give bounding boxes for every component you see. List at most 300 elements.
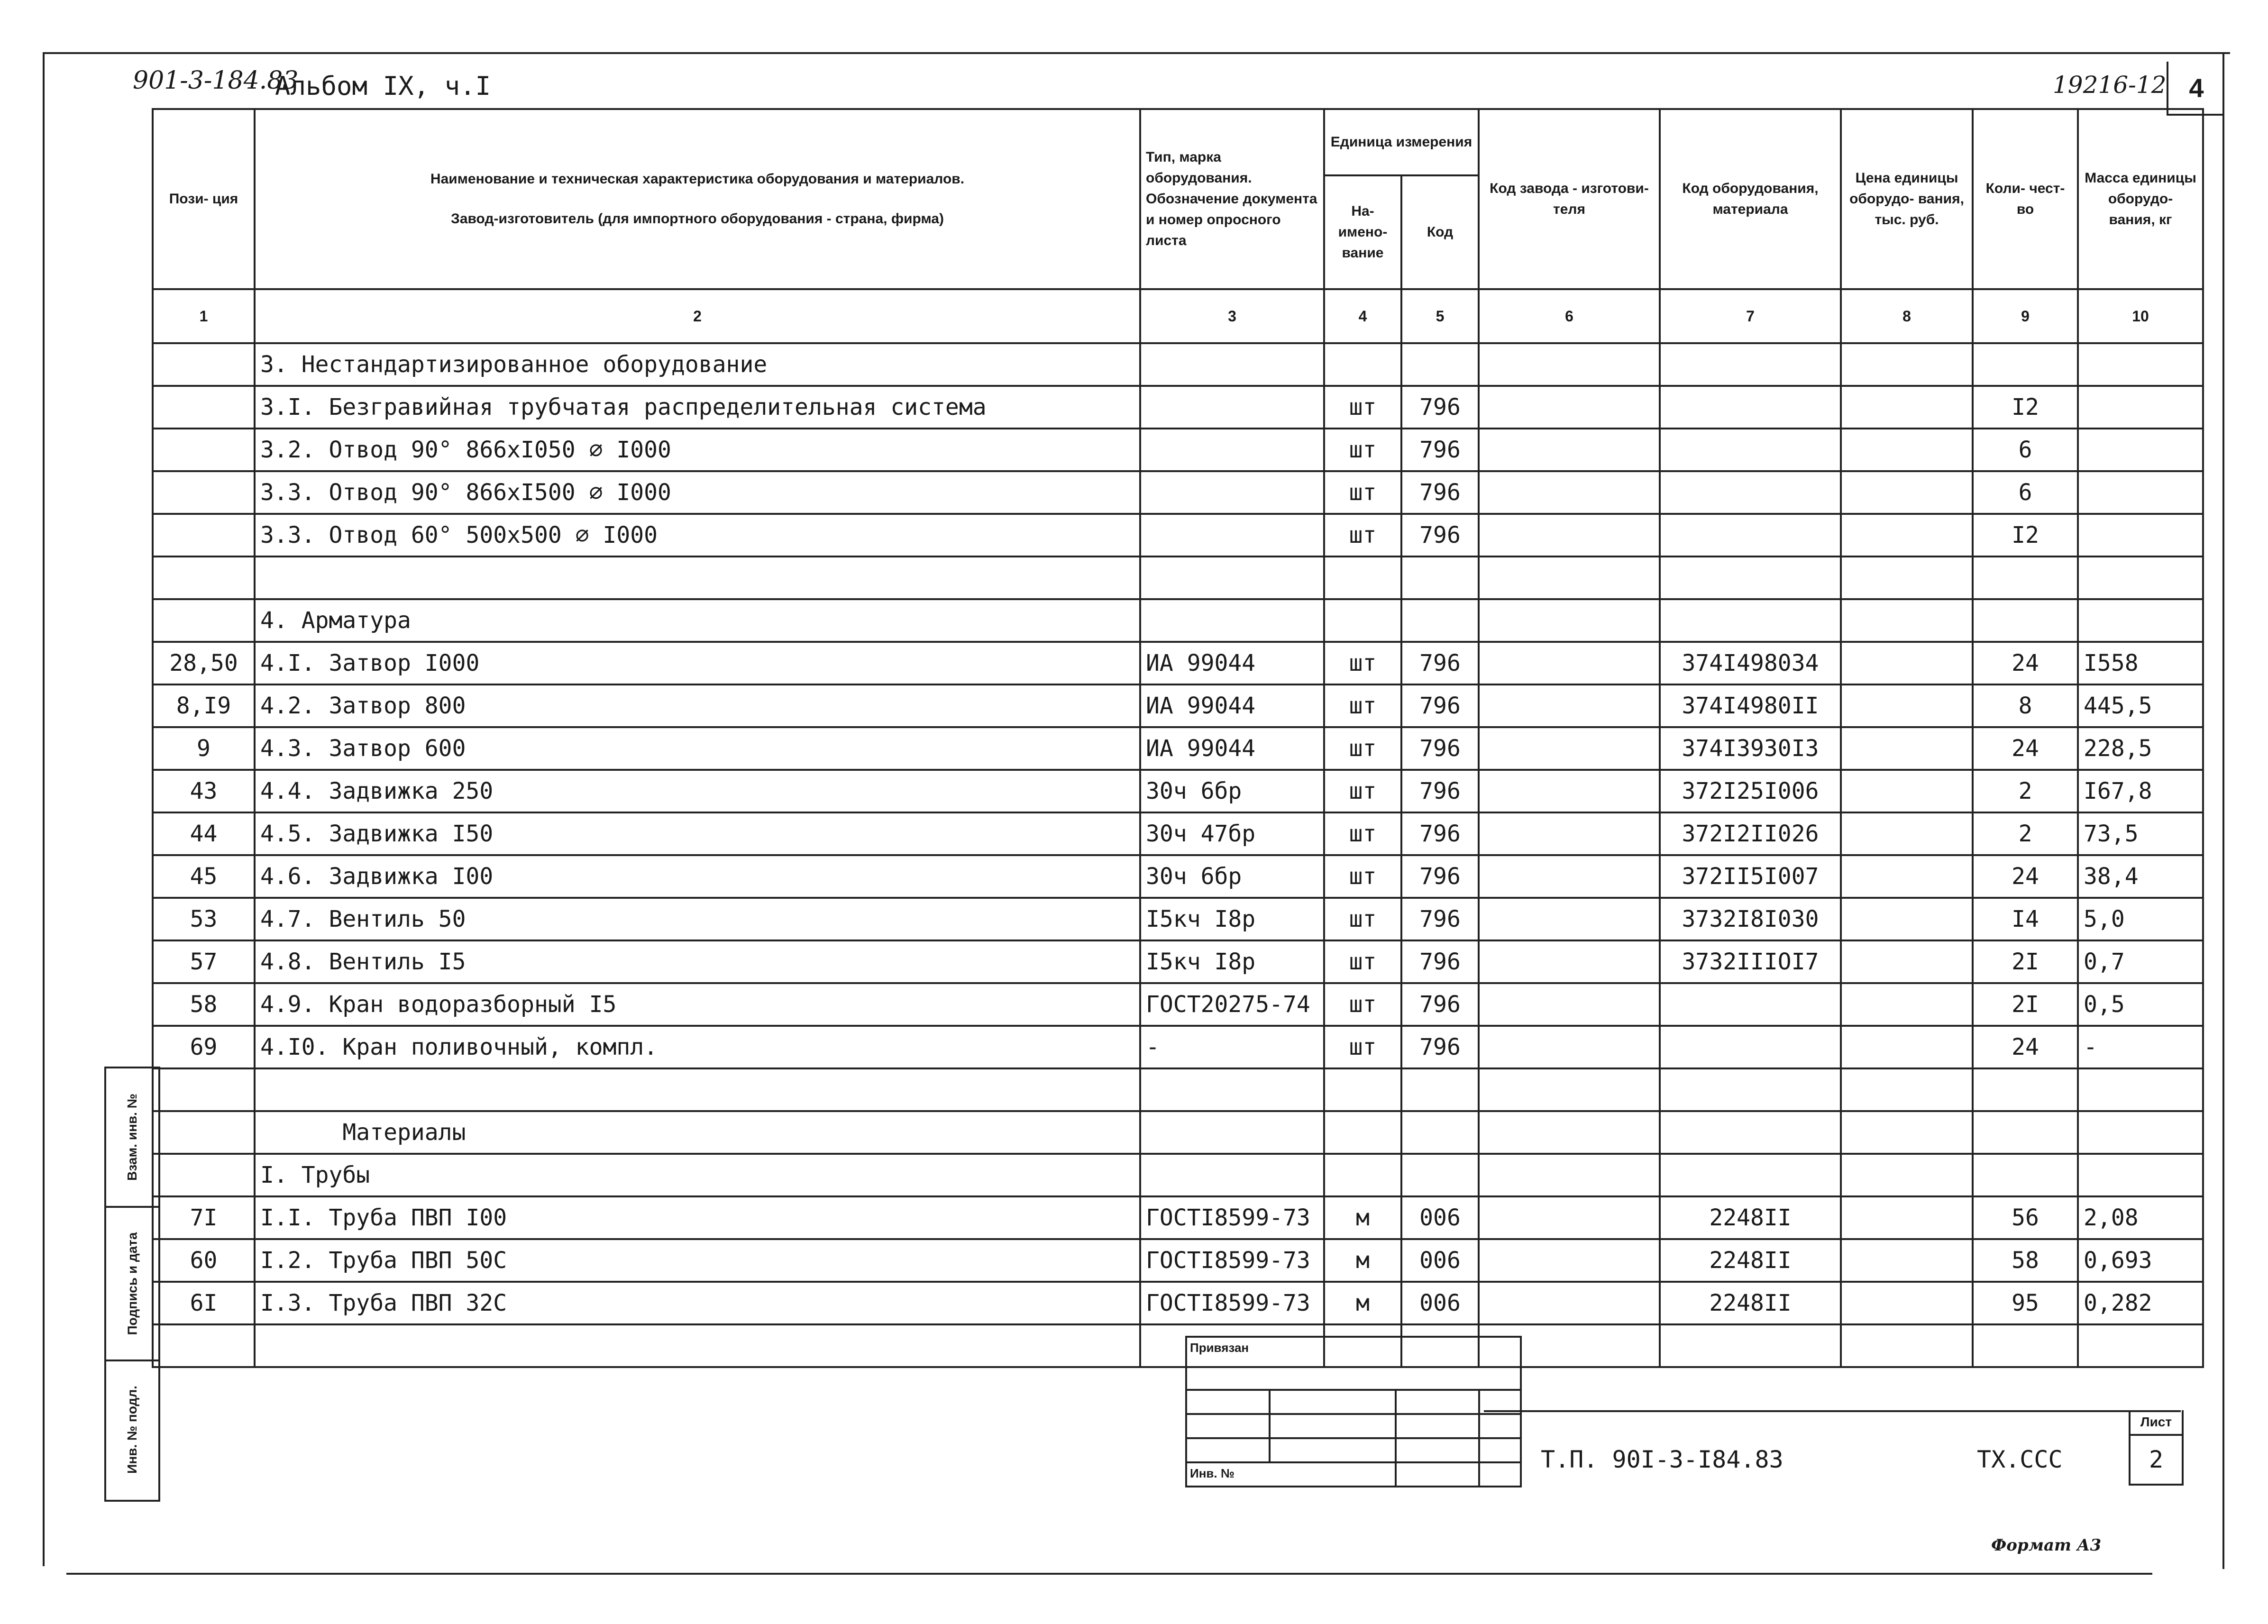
- cell-unit: шт: [1324, 812, 1401, 855]
- cell-unit: м: [1324, 1239, 1401, 1282]
- cell-maker-code: [1479, 599, 1660, 642]
- document-code: ТХ.ССС: [1977, 1446, 2063, 1473]
- cell-unit: шт: [1324, 429, 1401, 471]
- col-number: 8: [1841, 289, 1973, 343]
- cell-maker-code: [1479, 855, 1660, 898]
- cell-type: ИА 99044: [1140, 642, 1324, 684]
- cell-equip-code: [1660, 1068, 1841, 1111]
- cell-name: Материалы: [255, 1111, 1140, 1154]
- table-row: [153, 429, 2203, 471]
- cell-unit-code: 796: [1401, 898, 1479, 940]
- cell-unit: м: [1324, 1196, 1401, 1239]
- cell-name: 4.6. Задвижка I00: [255, 855, 1140, 898]
- cell-mass: [2078, 1154, 2203, 1196]
- cell-maker-code: [1479, 1239, 1660, 1282]
- page-number: 4: [2189, 73, 2204, 103]
- table-row: [153, 770, 2203, 812]
- cell-name: 3.3. Отвод 90° 866хI500 ∅ I000: [255, 471, 1140, 514]
- cell-type: [1140, 514, 1324, 557]
- header-position: Пози- ция: [153, 109, 255, 289]
- cell-qty: 95: [1973, 1282, 2078, 1324]
- cell-position: 57: [153, 940, 255, 983]
- cell-qty: [1973, 1154, 2078, 1196]
- cell-name: [255, 1068, 1140, 1111]
- cell-type: 30ч 6бр: [1140, 855, 1324, 898]
- table-row: [153, 940, 2203, 983]
- col-number: 10: [2078, 289, 2203, 343]
- cell-price: [1841, 429, 1973, 471]
- cell-equip-code: 2248II: [1660, 1196, 1841, 1239]
- cell-qty: 24: [1973, 642, 2078, 684]
- cell-mass: [2078, 343, 2203, 386]
- cell-unit-code: [1401, 1068, 1479, 1111]
- cell-maker-code: [1479, 770, 1660, 812]
- cell-qty: 2I: [1973, 983, 2078, 1026]
- table-row: [153, 1239, 2203, 1282]
- cell-maker-code: [1479, 983, 1660, 1026]
- cell-price: [1841, 1026, 1973, 1068]
- cell-position: [153, 386, 255, 429]
- table-row: [153, 1324, 2203, 1367]
- cell-unit-code: [1401, 343, 1479, 386]
- cell-qty: [1973, 1068, 2078, 1111]
- cell-mass: [2078, 386, 2203, 429]
- cell-name: I. Трубы: [255, 1154, 1140, 1196]
- cell-unit: м: [1324, 1282, 1401, 1324]
- cell-price: [1841, 1324, 1973, 1367]
- cell-maker-code: [1479, 1154, 1660, 1196]
- cell-mass: I67,8: [2078, 770, 2203, 812]
- cell-price: [1841, 940, 1973, 983]
- cell-type: I5кч I8р: [1140, 940, 1324, 983]
- cell-unit: шт: [1324, 514, 1401, 557]
- cell-price: [1841, 1282, 1973, 1324]
- cell-position: [153, 471, 255, 514]
- cell-equip-code: [1660, 983, 1841, 1026]
- cell-equip-code: 372I2II026: [1660, 812, 1841, 855]
- cell-unit-code: 796: [1401, 471, 1479, 514]
- table-row: [153, 983, 2203, 1026]
- cell-type: ГОСТ20275-74: [1140, 983, 1324, 1026]
- cell-position: 44: [153, 812, 255, 855]
- table-row: [153, 642, 2203, 684]
- col-number: 2: [255, 289, 1140, 343]
- cell-position: 6I: [153, 1282, 255, 1324]
- cell-mass: 0,282: [2078, 1282, 2203, 1324]
- cell-qty: 24: [1973, 1026, 2078, 1068]
- cell-equip-code: 2248II: [1660, 1282, 1841, 1324]
- col-number: 5: [1401, 289, 1479, 343]
- cell-position: 7I: [153, 1196, 255, 1239]
- cell-unit-code: 796: [1401, 429, 1479, 471]
- header-qty: Коли- чест- во: [1973, 109, 2078, 289]
- cell-name: 4.4. Задвижка 250: [255, 770, 1140, 812]
- cell-price: [1841, 471, 1973, 514]
- doc-code: 901-3-184.83: [133, 66, 299, 95]
- col-number: 1: [153, 289, 255, 343]
- header-unit-code: Код: [1401, 175, 1479, 289]
- stamp-attached-label: Привязан: [1186, 1337, 1521, 1390]
- stamp-inv-label: Инв. №: [1186, 1462, 1396, 1487]
- cell-position: 9: [153, 727, 255, 770]
- cell-unit: [1324, 1068, 1401, 1111]
- cell-position: 58: [153, 983, 255, 1026]
- cell-type: [1140, 1068, 1324, 1111]
- cell-unit-code: 796: [1401, 727, 1479, 770]
- cell-qty: 24: [1973, 727, 2078, 770]
- cell-maker-code: [1479, 1282, 1660, 1324]
- table-row: [153, 727, 2203, 770]
- cell-maker-code: [1479, 343, 1660, 386]
- cell-type: [1140, 599, 1324, 642]
- cell-type: 30ч 6бр: [1140, 770, 1324, 812]
- cell-mass: 445,5: [2078, 684, 2203, 727]
- cell-name: 4.5. Задвижка I50: [255, 812, 1140, 855]
- header-mass: Масса единицы оборудо- вания, кг: [2078, 109, 2203, 289]
- cell-type: [1140, 1154, 1324, 1196]
- cell-position: [153, 1068, 255, 1111]
- cell-unit: шт: [1324, 940, 1401, 983]
- specification-table: [152, 108, 2204, 1368]
- cell-qty: 6: [1973, 471, 2078, 514]
- page-number-box: [2167, 62, 2224, 116]
- cell-position: 45: [153, 855, 255, 898]
- cell-maker-code: [1479, 642, 1660, 684]
- cell-unit: [1324, 343, 1401, 386]
- col-number: 9: [1973, 289, 2078, 343]
- cell-unit-code: 796: [1401, 770, 1479, 812]
- cell-mass: 2,08: [2078, 1196, 2203, 1239]
- cell-equip-code: [1660, 599, 1841, 642]
- cell-type: ИА 99044: [1140, 727, 1324, 770]
- header-type: Тип, марка оборудования. Обозначение документа и номер опросного листа: [1140, 109, 1324, 289]
- cell-qty: [1973, 343, 2078, 386]
- format-label: Формат А3: [1991, 1536, 2102, 1555]
- cell-equip-code: [1660, 1324, 1841, 1367]
- cell-price: [1841, 557, 1973, 599]
- table-row: [153, 343, 2203, 386]
- cell-name: 4.I0. Кран поливочный, компл.: [255, 1026, 1140, 1068]
- cell-equip-code: [1660, 1026, 1841, 1068]
- cell-equip-code: 3732IIIOI7: [1660, 940, 1841, 983]
- cell-price: [1841, 855, 1973, 898]
- cell-mass: 38,4: [2078, 855, 2203, 898]
- cell-price: [1841, 1068, 1973, 1111]
- cell-qty: I2: [1973, 386, 2078, 429]
- table-row: [153, 386, 2203, 429]
- cell-unit: [1324, 1154, 1401, 1196]
- cell-unit-code: 796: [1401, 642, 1479, 684]
- cell-maker-code: [1479, 1111, 1660, 1154]
- cell-unit: шт: [1324, 386, 1401, 429]
- binding-stamp: [1185, 1336, 1522, 1487]
- side-label-vzam: Взам. инв. №: [125, 1094, 140, 1181]
- cell-name: [255, 557, 1140, 599]
- cell-price: [1841, 642, 1973, 684]
- side-label-inv: Инв. № подл.: [125, 1386, 140, 1474]
- cell-unit-code: [1401, 557, 1479, 599]
- cell-equip-code: [1660, 386, 1841, 429]
- header-name-line2: Завод-изготовитель (для импортного оборудования - страна, фирма): [451, 211, 944, 227]
- cell-type: -: [1140, 1026, 1324, 1068]
- cell-unit: [1324, 557, 1401, 599]
- cell-mass: [2078, 557, 2203, 599]
- cell-unit-code: 006: [1401, 1239, 1479, 1282]
- cell-position: [153, 429, 255, 471]
- cell-equip-code: [1660, 514, 1841, 557]
- cell-maker-code: [1479, 386, 1660, 429]
- cell-position: [153, 1324, 255, 1367]
- cell-qty: 24: [1973, 855, 2078, 898]
- cell-qty: I4: [1973, 898, 2078, 940]
- cell-unit-code: 796: [1401, 855, 1479, 898]
- cell-mass: 5,0: [2078, 898, 2203, 940]
- header-equip-code: Код оборудования, материала: [1660, 109, 1841, 289]
- cell-position: [153, 1111, 255, 1154]
- cell-mass: 0,7: [2078, 940, 2203, 983]
- cell-type: ГОСТI8599-73: [1140, 1239, 1324, 1282]
- cell-qty: 2: [1973, 812, 2078, 855]
- cell-unit: шт: [1324, 684, 1401, 727]
- side-cell-inv: [106, 1361, 158, 1498]
- cell-price: [1841, 770, 1973, 812]
- cell-price: [1841, 983, 1973, 1026]
- cell-name: [255, 1324, 1140, 1367]
- side-cell-podpis: [106, 1208, 158, 1361]
- cell-unit-code: 796: [1401, 1026, 1479, 1068]
- cell-maker-code: [1479, 514, 1660, 557]
- cell-maker-code: [1479, 1026, 1660, 1068]
- cell-price: [1841, 812, 1973, 855]
- cell-position: [153, 599, 255, 642]
- cell-name: I.2. Труба ПВП 50С: [255, 1239, 1140, 1282]
- cell-unit-code: 796: [1401, 983, 1479, 1026]
- cell-equip-code: 372I25I006: [1660, 770, 1841, 812]
- cell-type: [1140, 557, 1324, 599]
- cell-unit: шт: [1324, 1026, 1401, 1068]
- project-number: Т.П. 90I-3-I84.83: [1541, 1446, 1783, 1473]
- cell-maker-code: [1479, 898, 1660, 940]
- cell-unit-code: 006: [1401, 1196, 1479, 1239]
- cell-maker-code: [1479, 1196, 1660, 1239]
- sheet-label: Лист: [2131, 1410, 2182, 1436]
- cell-unit: [1324, 1111, 1401, 1154]
- cell-mass: 228,5: [2078, 727, 2203, 770]
- cell-unit-code: [1401, 1111, 1479, 1154]
- cell-type: [1140, 471, 1324, 514]
- cell-price: [1841, 343, 1973, 386]
- header-unit-group: Единица измерения: [1324, 109, 1479, 175]
- cell-unit: шт: [1324, 983, 1401, 1026]
- table-row: [153, 855, 2203, 898]
- cell-unit-code: [1401, 1154, 1479, 1196]
- cell-maker-code: [1479, 684, 1660, 727]
- table-row: [153, 471, 2203, 514]
- cell-price: [1841, 1154, 1973, 1196]
- cell-qty: 56: [1973, 1196, 2078, 1239]
- cell-equip-code: [1660, 471, 1841, 514]
- cell-qty: [1973, 1111, 2078, 1154]
- cell-mass: 0,693: [2078, 1239, 2203, 1282]
- cell-position: 69: [153, 1026, 255, 1068]
- cell-unit-code: 796: [1401, 386, 1479, 429]
- cell-position: [153, 343, 255, 386]
- cell-equip-code: 3732I8I030: [1660, 898, 1841, 940]
- cell-equip-code: 374I498034: [1660, 642, 1841, 684]
- cell-unit: шт: [1324, 727, 1401, 770]
- table-row: [153, 599, 2203, 642]
- cell-equip-code: [1660, 343, 1841, 386]
- cell-name: 4.8. Вентиль I5: [255, 940, 1140, 983]
- sheet-number: 2: [2149, 1446, 2164, 1473]
- side-cell-vzam: [106, 1068, 158, 1208]
- title-block-line: [1484, 1410, 2181, 1412]
- cell-price: [1841, 1196, 1973, 1239]
- cell-qty: 2I: [1973, 940, 2078, 983]
- cell-name: 4. Арматура: [255, 599, 1140, 642]
- table-row: [153, 1154, 2203, 1196]
- cell-unit-code: [1401, 599, 1479, 642]
- cell-position: [153, 557, 255, 599]
- cell-price: [1841, 727, 1973, 770]
- cell-unit-code: 006: [1401, 1282, 1479, 1324]
- cell-qty: [1973, 1324, 2078, 1367]
- cell-maker-code: [1479, 940, 1660, 983]
- cell-equip-code: 372II5I007: [1660, 855, 1841, 898]
- cell-type: [1140, 343, 1324, 386]
- sheet-box: [2129, 1410, 2184, 1486]
- cell-type: [1140, 1111, 1324, 1154]
- frame-right-border: [2222, 52, 2224, 1569]
- cell-unit: шт: [1324, 855, 1401, 898]
- cell-position: 8,I9: [153, 684, 255, 727]
- header-maker-code: Код завода - изготови- теля: [1479, 109, 1660, 289]
- header-unit-name: На- имено- вание: [1324, 175, 1401, 289]
- table-row: [153, 1068, 2203, 1111]
- side-binding-block: [104, 1067, 160, 1502]
- cell-qty: [1973, 557, 2078, 599]
- header-price: Цена единицы оборудо- вания, тыс. руб.: [1841, 109, 1973, 289]
- cell-price: [1841, 386, 1973, 429]
- cell-name: 4.2. Затвор 800: [255, 684, 1140, 727]
- cell-unit: шт: [1324, 471, 1401, 514]
- table-row: [153, 684, 2203, 727]
- cell-unit-code: 796: [1401, 812, 1479, 855]
- cell-name: 4.3. Затвор 600: [255, 727, 1140, 770]
- cell-unit: шт: [1324, 770, 1401, 812]
- cell-price: [1841, 898, 1973, 940]
- cell-mass: -: [2078, 1026, 2203, 1068]
- side-label-podpis: Подпись и дата: [125, 1232, 140, 1335]
- cell-type: 30ч 47бр: [1140, 812, 1324, 855]
- cell-unit-code: 796: [1401, 684, 1479, 727]
- cell-type: ГОСТI8599-73: [1140, 1282, 1324, 1324]
- cell-position: 53: [153, 898, 255, 940]
- table-row: [153, 1111, 2203, 1154]
- cell-unit: шт: [1324, 898, 1401, 940]
- frame-bottom-border: [66, 1573, 2152, 1575]
- cell-mass: [2078, 514, 2203, 557]
- cell-type: [1140, 429, 1324, 471]
- col-number: 7: [1660, 289, 1841, 343]
- cell-mass: [2078, 599, 2203, 642]
- col-number: 4: [1324, 289, 1401, 343]
- cell-price: [1841, 514, 1973, 557]
- cell-equip-code: [1660, 557, 1841, 599]
- cell-mass: [2078, 1068, 2203, 1111]
- cell-name: 4.9. Кран водоразборный I5: [255, 983, 1140, 1026]
- col-number: 6: [1479, 289, 1660, 343]
- cell-unit-code: 796: [1401, 940, 1479, 983]
- cell-mass: [2078, 1111, 2203, 1154]
- cell-name: I.3. Труба ПВП 32С: [255, 1282, 1140, 1324]
- cell-name: I.I. Труба ПВП I00: [255, 1196, 1140, 1239]
- cell-maker-code: [1479, 471, 1660, 514]
- col-number: 3: [1140, 289, 1324, 343]
- cell-position: [153, 1154, 255, 1196]
- cell-price: [1841, 1111, 1973, 1154]
- cell-name: 4.I. Затвор I000: [255, 642, 1140, 684]
- cell-position: 60: [153, 1239, 255, 1282]
- cell-maker-code: [1479, 1068, 1660, 1111]
- table-row: [153, 898, 2203, 940]
- cell-unit: шт: [1324, 642, 1401, 684]
- cell-price: [1841, 684, 1973, 727]
- cell-position: [153, 514, 255, 557]
- cell-name: 3. Нестандартизированное оборудование: [255, 343, 1140, 386]
- cell-type: ИА 99044: [1140, 684, 1324, 727]
- cell-price: [1841, 599, 1973, 642]
- cell-type: ГОСТI8599-73: [1140, 1196, 1324, 1239]
- album-label: Альбом IX, ч.I: [275, 71, 491, 101]
- cell-position: 28,50: [153, 642, 255, 684]
- cell-qty: [1973, 599, 2078, 642]
- cell-equip-code: [1660, 1154, 1841, 1196]
- cell-qty: 2: [1973, 770, 2078, 812]
- cell-mass: [2078, 1324, 2203, 1367]
- cell-name: 3.I. Безгравийная трубчатая распределительная система: [255, 386, 1140, 429]
- cell-maker-code: [1479, 429, 1660, 471]
- table-row: [153, 557, 2203, 599]
- cell-name: 3.2. Отвод 90° 866хI050 ∅ I000: [255, 429, 1140, 471]
- cell-maker-code: [1479, 727, 1660, 770]
- cell-name: 3.3. Отвод 60° 500х500 ∅ I000: [255, 514, 1140, 557]
- cell-mass: [2078, 429, 2203, 471]
- cell-mass: 73,5: [2078, 812, 2203, 855]
- specification-body: [153, 343, 2203, 1367]
- cell-qty: 58: [1973, 1239, 2078, 1282]
- cell-equip-code: 374I4980II: [1660, 684, 1841, 727]
- cell-equip-code: [1660, 429, 1841, 471]
- cell-equip-code: [1660, 1111, 1841, 1154]
- cell-maker-code: [1479, 812, 1660, 855]
- cell-maker-code: [1479, 557, 1660, 599]
- cell-qty: I2: [1973, 514, 2078, 557]
- cell-type: I5кч I8р: [1140, 898, 1324, 940]
- cell-position: 43: [153, 770, 255, 812]
- cell-name: 4.7. Вентиль 50: [255, 898, 1140, 940]
- cell-equip-code: 2248II: [1660, 1239, 1841, 1282]
- cell-mass: [2078, 471, 2203, 514]
- cell-type: [1140, 386, 1324, 429]
- cell-mass: I558: [2078, 642, 2203, 684]
- cell-unit: [1324, 599, 1401, 642]
- table-row: [153, 812, 2203, 855]
- cell-price: [1841, 1239, 1973, 1282]
- table-row: [153, 1196, 2203, 1239]
- table-row: [153, 1282, 2203, 1324]
- cell-qty: 8: [1973, 684, 2078, 727]
